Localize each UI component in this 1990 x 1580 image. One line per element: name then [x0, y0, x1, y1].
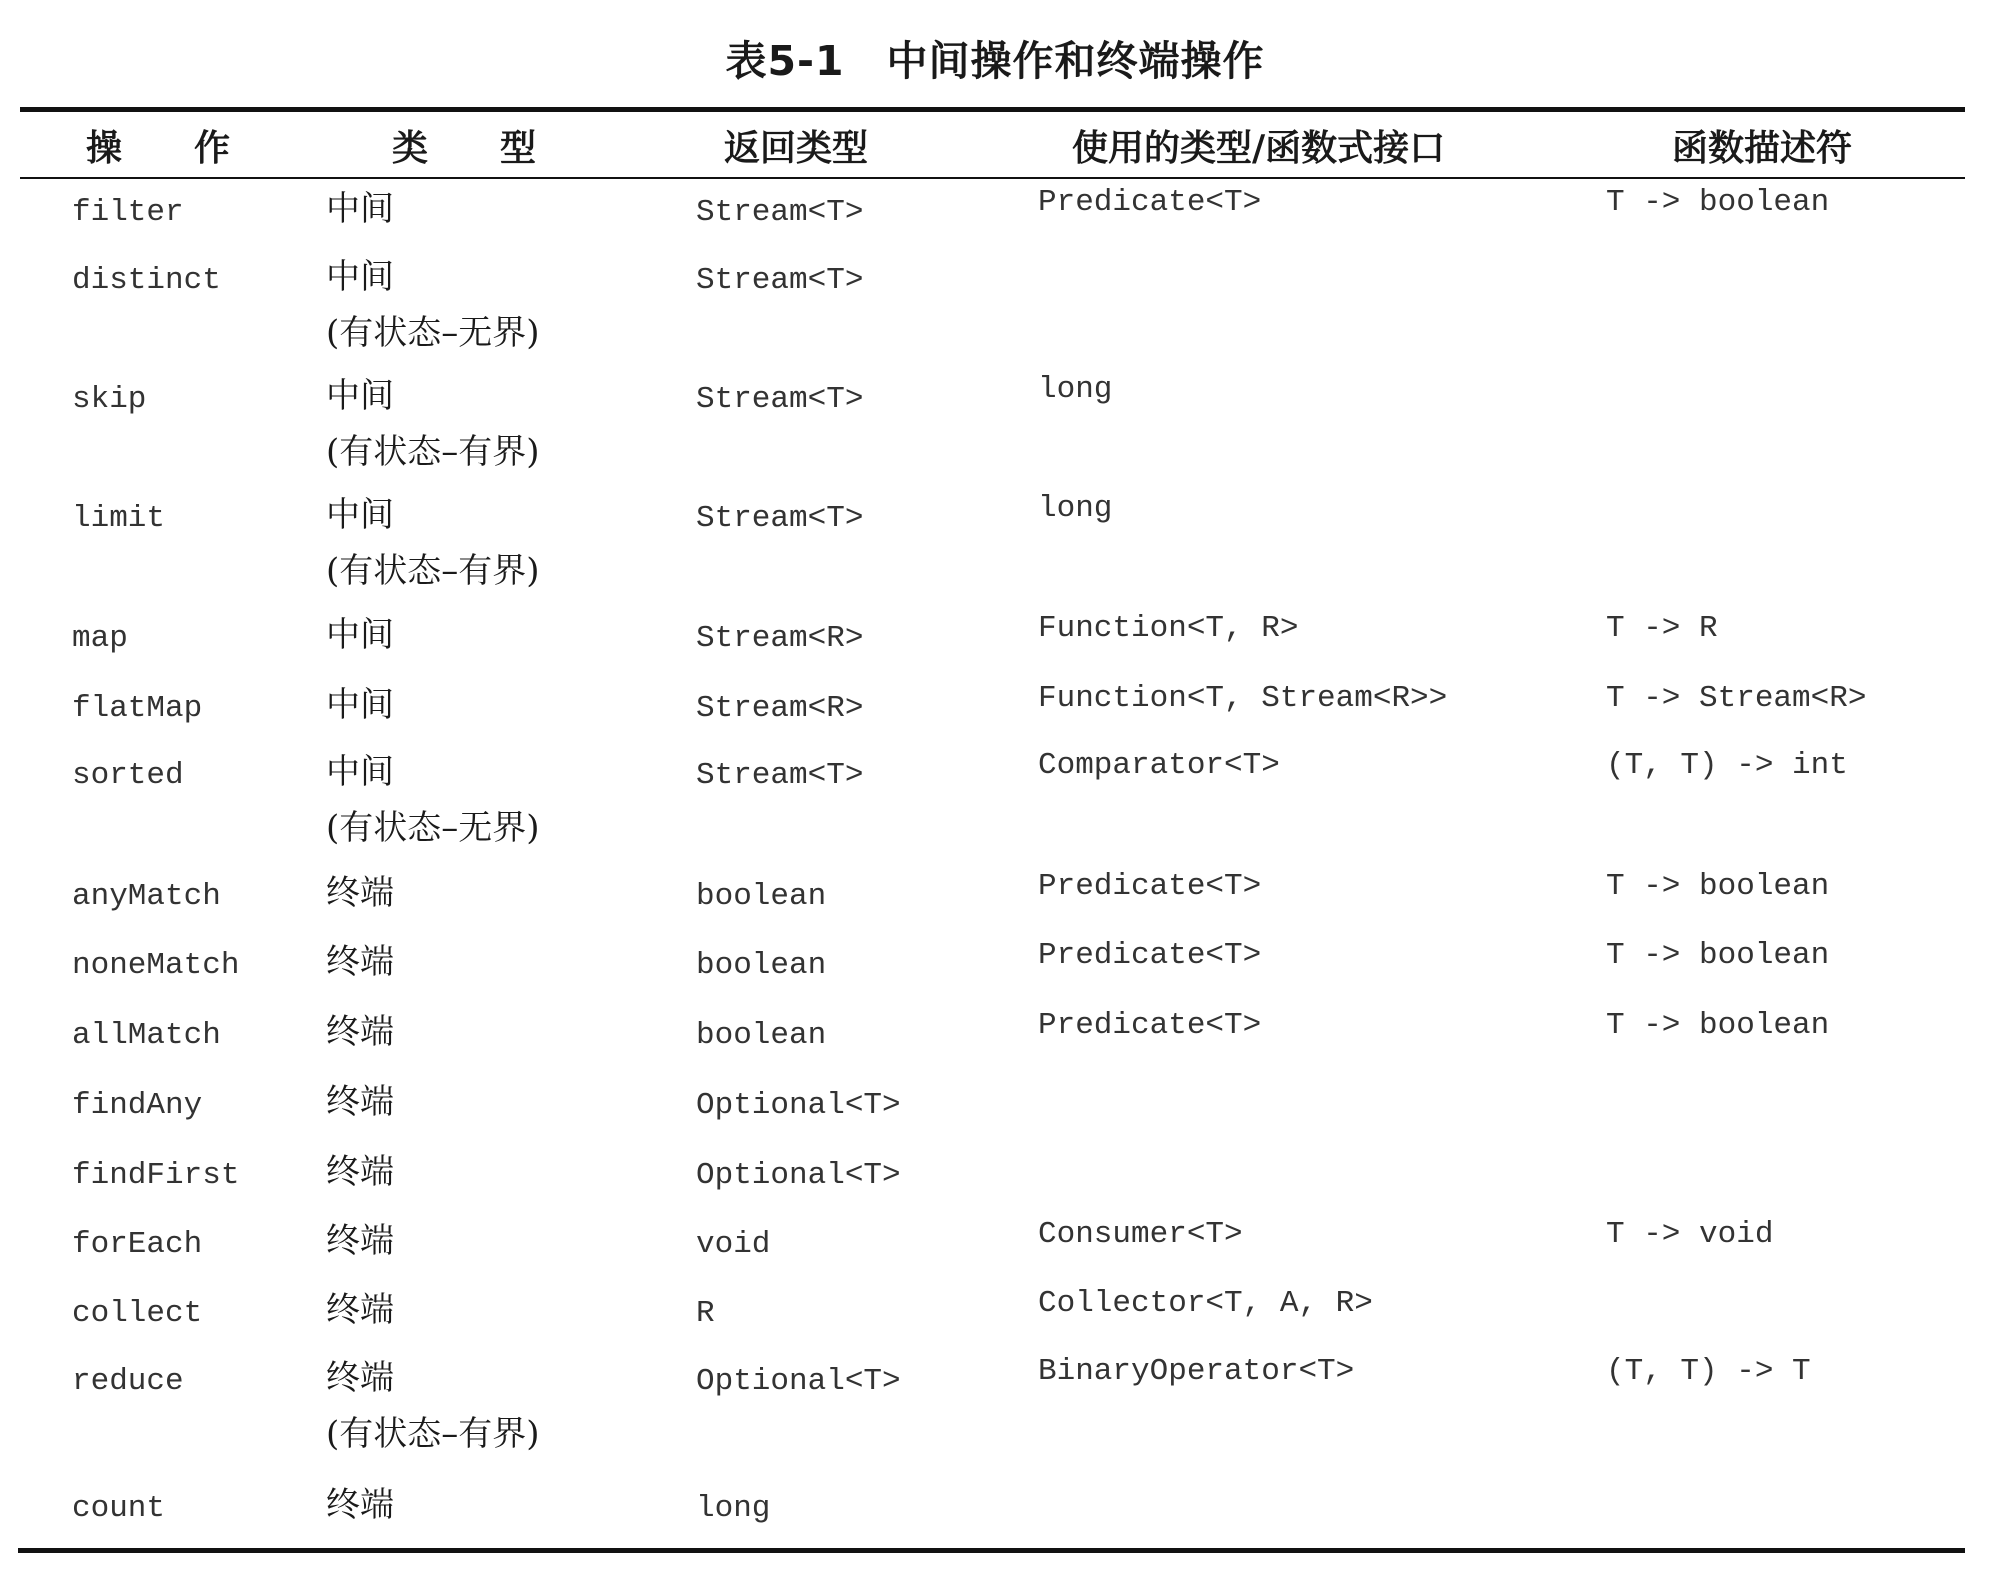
- operation-cell: forEach: [72, 1227, 203, 1262]
- return-type-cell: Optional<T>: [696, 1364, 901, 1399]
- interface-cell: long: [1038, 491, 1113, 526]
- interface-cell: BinaryOperator<T>: [1038, 1354, 1355, 1389]
- operation-cell: noneMatch: [72, 948, 240, 983]
- descriptor-cell: T -> boolean: [1606, 185, 1830, 220]
- type-label: 终端: [326, 1485, 394, 1525]
- return-type-cell: long: [696, 1491, 771, 1526]
- type-cell: [326, 865, 394, 921]
- operation-cell: allMatch: [72, 1018, 221, 1053]
- type-label: 终端: [326, 1290, 394, 1330]
- type-label: 终端: [326, 873, 394, 913]
- return-type-cell: Optional<T>: [696, 1088, 901, 1123]
- descriptor-cell: (T, T) -> int: [1606, 748, 1848, 783]
- interface-cell: Consumer<T>: [1038, 1217, 1243, 1252]
- descriptor-cell: T -> boolean: [1606, 869, 1830, 904]
- type-cell: [326, 1213, 394, 1269]
- return-type-cell: R: [696, 1296, 715, 1331]
- type-cell: [326, 368, 540, 480]
- header-descriptor: 函数描述符: [1672, 128, 1853, 169]
- type-cell: [326, 607, 394, 663]
- table-caption: 表5-1 中间操作和终端操作: [725, 37, 1265, 85]
- bottom-rule: [18, 1548, 1965, 1553]
- type-note: (有状态–有界): [326, 1414, 540, 1454]
- header-type: 类 型: [392, 128, 537, 169]
- type-label: 中间: [326, 615, 394, 655]
- return-type-cell: Stream<T>: [696, 263, 864, 298]
- type-label: 终端: [326, 942, 394, 982]
- return-type-cell: boolean: [696, 948, 827, 983]
- type-cell: [326, 1477, 394, 1533]
- return-type-cell: void: [696, 1227, 771, 1262]
- descriptor-cell: T -> boolean: [1606, 938, 1830, 973]
- top-rule: [20, 107, 1965, 112]
- type-note: (有状态–无界): [326, 313, 540, 353]
- type-label: 终端: [326, 1152, 394, 1192]
- operation-cell: findFirst: [72, 1158, 240, 1193]
- type-label: 中间: [326, 685, 394, 725]
- interface-cell: Predicate<T>: [1038, 1008, 1262, 1043]
- descriptor-cell: T -> Stream<R>: [1606, 681, 1867, 716]
- descriptor-cell: T -> boolean: [1606, 1008, 1830, 1043]
- descriptor-cell: T -> void: [1606, 1217, 1774, 1252]
- interface-cell: Function<T, Stream<R>>: [1038, 681, 1448, 716]
- operation-cell: anyMatch: [72, 879, 221, 914]
- operation-cell: collect: [72, 1296, 203, 1331]
- type-cell: [326, 934, 394, 990]
- operation-cell: limit: [72, 501, 166, 536]
- type-note: (有状态–无界): [326, 808, 540, 848]
- operation-cell: distinct: [72, 263, 221, 298]
- type-label: 中间: [326, 257, 394, 297]
- return-type-cell: Stream<T>: [696, 758, 864, 793]
- type-cell: [326, 1350, 540, 1462]
- type-label: 中间: [326, 376, 394, 416]
- type-cell: [326, 677, 394, 733]
- interface-cell: Predicate<T>: [1038, 938, 1262, 973]
- operation-cell: flatMap: [72, 691, 203, 726]
- return-type-cell: Stream<T>: [696, 195, 864, 230]
- operation-cell: filter: [72, 195, 184, 230]
- return-type-cell: Stream<T>: [696, 501, 864, 536]
- type-cell: [326, 249, 540, 361]
- operation-cell: count: [72, 1491, 166, 1526]
- return-type-cell: boolean: [696, 1018, 827, 1053]
- return-type-cell: boolean: [696, 879, 827, 914]
- interface-cell: long: [1038, 372, 1113, 407]
- header-interface: 使用的类型/函数式接口: [1072, 128, 1446, 169]
- operation-cell: skip: [72, 382, 147, 417]
- interface-cell: Comparator<T>: [1038, 748, 1280, 783]
- header-return-type: 返回类型: [724, 128, 869, 169]
- operation-cell: sorted: [72, 758, 184, 793]
- type-note: (有状态–有界): [326, 551, 540, 591]
- type-cell: [326, 181, 394, 237]
- operation-cell: reduce: [72, 1364, 184, 1399]
- operation-cell: map: [72, 621, 128, 656]
- table-header: [20, 120, 1965, 170]
- header-operation: 操 作: [86, 128, 231, 169]
- type-label: 终端: [326, 1221, 394, 1261]
- type-cell: [326, 744, 540, 856]
- return-type-cell: Optional<T>: [696, 1158, 901, 1193]
- type-label: 终端: [326, 1082, 394, 1122]
- type-cell: [326, 1282, 394, 1338]
- type-cell: [326, 1004, 394, 1060]
- type-label: 中间: [326, 189, 394, 229]
- header-rule: [20, 177, 1965, 179]
- descriptor-cell: T -> R: [1606, 611, 1718, 646]
- type-label: 中间: [326, 495, 394, 535]
- interface-cell: Collector<T, A, R>: [1038, 1286, 1373, 1321]
- interface-cell: Predicate<T>: [1038, 185, 1262, 220]
- return-type-cell: Stream<R>: [696, 621, 864, 656]
- type-label: 中间: [326, 752, 394, 792]
- return-type-cell: Stream<R>: [696, 691, 864, 726]
- return-type-cell: Stream<T>: [696, 382, 864, 417]
- interface-cell: Predicate<T>: [1038, 869, 1262, 904]
- interface-cell: Function<T, R>: [1038, 611, 1299, 646]
- type-label: 终端: [326, 1358, 394, 1398]
- type-cell: [326, 1144, 394, 1200]
- descriptor-cell: (T, T) -> T: [1606, 1354, 1811, 1389]
- type-cell: [326, 1074, 394, 1130]
- type-note: (有状态–有界): [326, 432, 540, 472]
- type-cell: [326, 487, 540, 599]
- type-label: 终端: [326, 1012, 394, 1052]
- operation-cell: findAny: [72, 1088, 203, 1123]
